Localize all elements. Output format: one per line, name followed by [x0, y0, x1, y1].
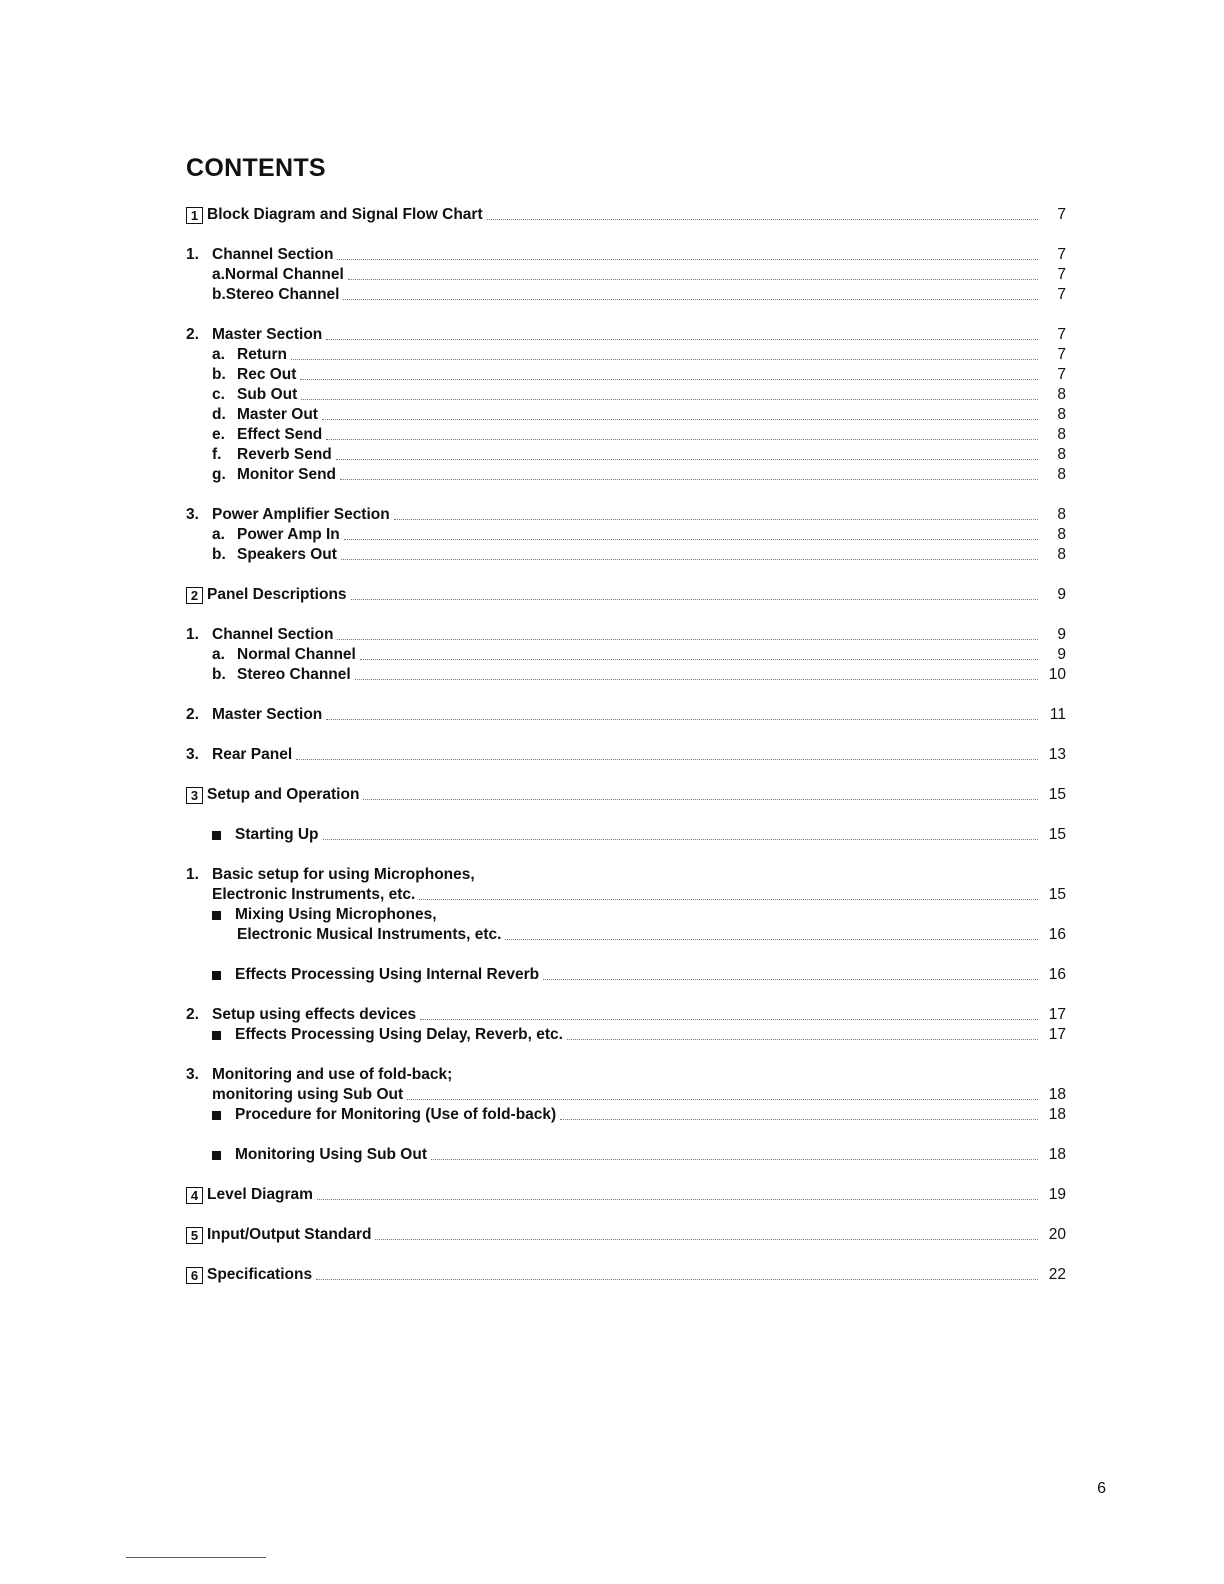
toc-page-number: 17 — [1048, 1026, 1066, 1043]
toc-page-number: 7 — [1057, 346, 1066, 363]
toc-subsection[interactable] — [186, 525, 1066, 545]
toc-subsection[interactable] — [186, 465, 1066, 485]
toc-subsection[interactable] — [186, 445, 1066, 465]
square-bullet-icon — [212, 911, 221, 920]
dot-leader — [505, 939, 1038, 940]
toc-label: Channel Section — [212, 246, 334, 263]
toc-section-continued[interactable] — [186, 885, 1066, 905]
toc-label: Electronic Musical Instruments, etc. — [237, 926, 502, 943]
toc-label: Monitoring Using Sub Out — [235, 1146, 427, 1163]
toc-page-number: 7 — [1057, 246, 1066, 263]
toc-topic[interactable] — [186, 1105, 1066, 1125]
chapter-number-box: 2 — [186, 587, 203, 604]
toc-section[interactable] — [186, 245, 1066, 265]
subsection-letter: a. — [212, 346, 225, 363]
dot-leader — [431, 1159, 1038, 1160]
toc-page-number: 7 — [1057, 326, 1066, 343]
toc-label: Sub Out — [237, 386, 298, 403]
dot-leader — [343, 299, 1038, 300]
toc-label: Setup and Operation — [207, 786, 360, 803]
square-bullet-icon — [212, 831, 221, 840]
dot-leader — [336, 459, 1038, 460]
toc-subsection[interactable] — [186, 425, 1066, 445]
toc-page-number: 7 — [1057, 366, 1066, 383]
toc-section[interactable] — [186, 705, 1066, 725]
chapter-number-box: 3 — [186, 787, 203, 804]
toc-label: Block Diagram and Signal Flow Chart — [207, 206, 483, 223]
toc-page-number: 8 — [1057, 446, 1066, 463]
subsection-letter: d. — [212, 406, 226, 423]
toc-chapter-3[interactable] — [186, 785, 1066, 805]
dot-leader — [337, 639, 1038, 640]
toc-label: Setup using effects devices — [212, 1006, 417, 1023]
toc-chapter-6[interactable] — [186, 1265, 1066, 1285]
table-of-contents — [186, 205, 1066, 1285]
toc-page-number: 16 — [1048, 966, 1066, 983]
subsection-letter: b. — [212, 366, 226, 383]
square-bullet-icon — [212, 971, 221, 980]
chapter-number-box: 4 — [186, 1187, 203, 1204]
toc-page-number: 20 — [1048, 1226, 1066, 1243]
toc-label: Monitoring and use of fold-back; — [212, 1066, 453, 1083]
toc-page-number: 9 — [1057, 586, 1066, 603]
toc-page-number: 13 — [1048, 746, 1066, 763]
toc-section[interactable] — [186, 745, 1066, 765]
toc-page-number: 17 — [1048, 1006, 1066, 1023]
toc-page-number: 8 — [1057, 546, 1066, 563]
toc-label: Speakers Out — [237, 546, 337, 563]
toc-subsection[interactable] — [186, 545, 1066, 565]
toc-label: Level Diagram — [207, 1186, 313, 1203]
toc-page-number: 8 — [1057, 466, 1066, 483]
dot-leader — [348, 279, 1038, 280]
toc-page-number: 16 — [1048, 926, 1066, 943]
toc-label: Monitor Send — [237, 466, 337, 483]
toc-topic[interactable] — [186, 905, 1066, 925]
subsection-letter: c. — [212, 386, 225, 403]
dot-leader — [340, 479, 1038, 480]
dot-leader — [407, 1099, 1038, 1100]
toc-subsection[interactable] — [186, 365, 1066, 385]
toc-page-number: 8 — [1057, 426, 1066, 443]
toc-subsection[interactable] — [186, 265, 1066, 285]
dot-leader — [337, 259, 1038, 260]
toc-page-number: 15 — [1048, 826, 1066, 843]
subsection-letter: g. — [212, 466, 226, 483]
square-bullet-icon — [212, 1031, 221, 1040]
toc-label: Stereo Channel — [237, 666, 351, 683]
toc-page-number: 8 — [1057, 526, 1066, 543]
section-number: 1. — [186, 866, 199, 883]
toc-page-number: 22 — [1048, 1266, 1066, 1283]
dot-leader — [301, 399, 1038, 400]
dot-leader — [420, 1019, 1038, 1020]
toc-section[interactable] — [186, 1065, 1066, 1085]
toc-page-number: 9 — [1057, 646, 1066, 663]
dot-leader — [363, 799, 1038, 800]
toc-chapter-2[interactable] — [186, 585, 1066, 605]
toc-section[interactable] — [186, 865, 1066, 885]
toc-topic[interactable] — [186, 825, 1066, 845]
toc-label: Normal Channel — [237, 646, 356, 663]
toc-section[interactable] — [186, 325, 1066, 345]
dot-leader — [360, 659, 1038, 660]
toc-page-number: 8 — [1057, 386, 1066, 403]
toc-label: Effects Processing Using Internal Reverb — [235, 966, 540, 983]
toc-subsection[interactable] — [186, 285, 1066, 305]
toc-chapter-1[interactable] — [186, 205, 1066, 225]
dot-leader — [543, 979, 1038, 980]
subsection-letter: a. — [212, 646, 225, 663]
toc-label: Master Section — [212, 326, 323, 343]
toc-page-number: 15 — [1048, 886, 1066, 903]
chapter-number-box: 6 — [186, 1267, 203, 1284]
toc-page-number: 7 — [1057, 206, 1066, 223]
toc-subsection[interactable] — [186, 665, 1066, 685]
dot-leader — [487, 219, 1038, 220]
toc-label: Channel Section — [212, 626, 334, 643]
dot-leader — [344, 539, 1038, 540]
toc-page-number: 18 — [1048, 1106, 1066, 1123]
toc-label: Power Amplifier Section — [212, 506, 390, 523]
toc-topic[interactable] — [186, 1145, 1066, 1165]
dot-leader — [375, 1239, 1038, 1240]
dot-leader — [560, 1119, 1038, 1120]
toc-section[interactable] — [186, 1005, 1066, 1025]
toc-subsection[interactable] — [186, 405, 1066, 425]
subsection-letter: b. — [212, 666, 226, 683]
toc-section-continued[interactable] — [186, 1085, 1066, 1105]
toc-page-number: 11 — [1049, 706, 1066, 723]
toc-label: Return — [237, 346, 287, 363]
toc-page-number: 18 — [1048, 1086, 1066, 1103]
toc-label: Master Out — [237, 406, 318, 423]
subsection-letter: f. — [212, 446, 222, 463]
toc-chapter-4[interactable] — [186, 1185, 1066, 1205]
dot-leader — [322, 419, 1038, 420]
toc-label: a.Normal Channel — [212, 266, 344, 283]
toc-label: Panel Descriptions — [207, 586, 347, 603]
section-number: 2. — [186, 706, 199, 723]
dot-leader — [419, 899, 1038, 900]
section-number: 2. — [186, 1006, 199, 1023]
toc-label: Effect Send — [237, 426, 323, 443]
toc-label: Power Amp In — [237, 526, 340, 543]
toc-page-number: 10 — [1048, 666, 1066, 683]
dot-leader — [394, 519, 1038, 520]
section-number: 3. — [186, 1066, 199, 1083]
dot-leader — [323, 839, 1038, 840]
dot-leader — [317, 1199, 1038, 1200]
toc-page-number: 8 — [1057, 506, 1066, 523]
toc-label: Reverb Send — [237, 446, 332, 463]
toc-label: Rec Out — [237, 366, 297, 383]
dot-leader — [296, 759, 1038, 760]
toc-section[interactable] — [186, 625, 1066, 645]
footnote-rule — [126, 1557, 266, 1558]
toc-subsection[interactable] — [186, 345, 1066, 365]
toc-label: Electronic Instruments, etc. — [212, 886, 416, 903]
dot-leader — [326, 339, 1038, 340]
chapter-number-box: 1 — [186, 207, 203, 224]
toc-page-number: 7 — [1057, 286, 1066, 303]
toc-topic[interactable] — [186, 965, 1066, 985]
dot-leader — [351, 599, 1038, 600]
page-number: 6 — [1097, 1480, 1106, 1497]
section-number: 1. — [186, 246, 199, 263]
toc-label: Effects Processing Using Delay, Reverb, etc. — [235, 1026, 563, 1043]
square-bullet-icon — [212, 1111, 221, 1120]
section-number: 2. — [186, 326, 199, 343]
subsection-letter: b. — [212, 546, 226, 563]
toc-subsection[interactable] — [186, 645, 1066, 665]
toc-subsection[interactable] — [186, 385, 1066, 405]
dot-leader — [341, 559, 1038, 560]
toc-label: b.Stereo Channel — [212, 286, 340, 303]
toc-label: Mixing Using Microphones, — [235, 906, 437, 923]
dot-leader — [567, 1039, 1038, 1040]
toc-page-number: 15 — [1048, 786, 1066, 803]
dot-leader — [316, 1279, 1038, 1280]
section-number: 1. — [186, 626, 199, 643]
toc-page-number: 8 — [1057, 406, 1066, 423]
section-number: 3. — [186, 746, 199, 763]
square-bullet-icon — [212, 1151, 221, 1160]
toc-chapter-5[interactable] — [186, 1225, 1066, 1245]
dot-leader — [355, 679, 1038, 680]
toc-label: Specifications — [207, 1266, 313, 1283]
toc-topic[interactable] — [186, 1025, 1066, 1045]
subsection-letter: a. — [212, 526, 225, 543]
page-title: CONTENTS — [186, 154, 326, 182]
toc-label: Master Section — [212, 706, 323, 723]
toc-page-number: 9 — [1057, 626, 1066, 643]
toc-section[interactable] — [186, 505, 1066, 525]
toc-page-number: 18 — [1048, 1146, 1066, 1163]
toc-label: Procedure for Monitoring (Use of fold-back) — [235, 1106, 557, 1123]
subsection-letter: e. — [212, 426, 225, 443]
chapter-number-box: 5 — [186, 1227, 203, 1244]
toc-label: Starting Up — [235, 826, 319, 843]
toc-label: Basic setup for using Microphones, — [212, 866, 475, 883]
toc-topic-continued[interactable] — [186, 925, 1066, 945]
toc-label: monitoring using Sub Out — [212, 1086, 404, 1103]
toc-label: Rear Panel — [212, 746, 293, 763]
dot-leader — [300, 379, 1038, 380]
section-number: 3. — [186, 506, 199, 523]
dot-leader — [326, 719, 1038, 720]
dot-leader — [291, 359, 1038, 360]
toc-label: Input/Output Standard — [207, 1226, 372, 1243]
toc-page-number: 7 — [1057, 266, 1066, 283]
dot-leader — [326, 439, 1038, 440]
toc-page-number: 19 — [1048, 1186, 1066, 1203]
